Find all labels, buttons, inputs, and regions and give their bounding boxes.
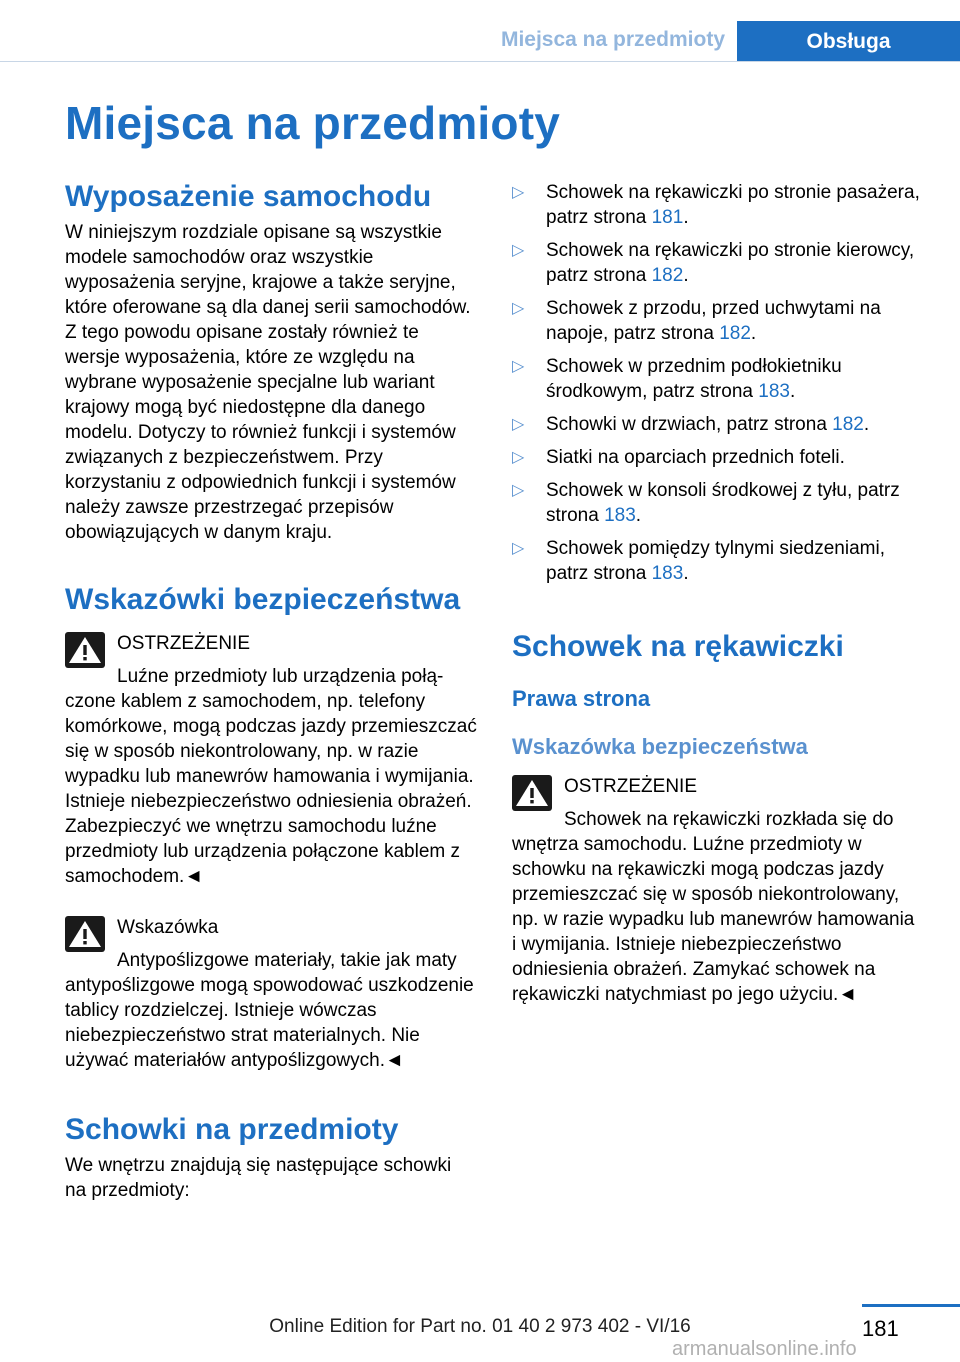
list-marker-icon: ▷ xyxy=(512,242,525,259)
page-title: Miejsca na przedmioty xyxy=(65,97,561,149)
list-marker-icon: ▷ xyxy=(512,540,525,557)
footer-edition: Online Edition for Part no. 01 40 2 973 402 - VI/16 xyxy=(269,1316,691,1337)
warning-block-loose-items xyxy=(65,631,477,889)
storage-intro-text: We wnętrzu znajdują się następujące schowki na przedmioty: xyxy=(65,1155,452,1201)
warning-text: czone kablem z samochodem, np. telefony komórkowe, mogą podczas jazdy przemieszczać się w sposób niekontrolowany, np. w razie wypadku lub manewrów hamowania i wymijania. Istnieje niebezpieczeństwo odniesienia obrażeń. Zabezpieczyć we wnętrzu samochodu luźne przedmioty lub urządzenia połączone kablem z samochodem.◄ xyxy=(65,691,477,887)
page-link[interactable]: 181 xyxy=(651,207,684,228)
header-chapter-tab: Obsługa xyxy=(737,21,960,61)
section-title-storage: Schowki na przedmioty xyxy=(65,1113,399,1146)
warning-triangle-icon xyxy=(65,632,105,668)
warning-block-glovebox xyxy=(512,774,922,1007)
subsection-title-right-side: Prawa strona xyxy=(512,686,651,711)
list-marker-icon: ▷ xyxy=(512,482,525,499)
list-marker-icon: ▷ xyxy=(512,416,525,433)
page-link[interactable]: 182 xyxy=(719,323,751,344)
section-title-safety: Wskazówki bezpieczeństwa xyxy=(65,583,461,616)
list-item: ▷ Schowek na rękawiczki po stronie kierowcy, patrz strona 182. xyxy=(512,240,915,286)
header-section-title: Miejsca na przedmioty xyxy=(500,28,726,51)
page-number: 181 xyxy=(862,1316,899,1341)
warning-triangle-icon xyxy=(512,775,552,811)
note-block-antislip xyxy=(65,915,477,1073)
warning-text: wnętrza samochodu. Luźne przedmioty w schowku na rękawiczki mogą podczas jazdy przemieszczać się w sposób niekontrolowany, np. w razie wypadku lub manewrów hamowania i wymijania. Istnieje niebezpieczeństwo odniesienia obrażeń. Zamykać schowek na rękawiczki natychmiast po jego użyciu.◄ xyxy=(512,834,915,1005)
list-item: ▷ Schowki w drzwiach, patrz strona 182. xyxy=(512,414,870,435)
note-first-line: Antypoślizgowe materiały, takie jak maty xyxy=(117,950,457,971)
list-marker-icon: ▷ xyxy=(512,300,525,317)
footer-watermark: armanualsonline.info xyxy=(672,1338,857,1360)
note-text: antypoślizgowe mogą spowodować uszkodzenie tablicy rozdzielczej. Istnieje wówczas niebezpieczeństwo strat materialnych. Nie używać materiałów antypoślizgowych.◄ xyxy=(65,975,474,1071)
equipment-text: W niniejszym rozdziale opisane są wszystkie modele samochodów oraz wszystkie wyposażenia seryjne, krajowe a także seryjne, które oferowane są dla danej serii samochodów. Z tego powodu opisane zostały również te wersje wyposażenia, które ze względu na wybrane wyposażenie specjalne lub wariant krajowy mogą być niedostępne dla danego modelu. Dotyczy to również funkcji i systemów związanych z bezpieczeństwem. Przy korzystaniu z odpowiednich funkcji i systemów należy zawsze przestrzegać przepisów obowiązujących w danym kraju. xyxy=(65,222,471,543)
note-heading: Wskazówka xyxy=(117,917,219,938)
page-link[interactable]: 183 xyxy=(758,381,790,402)
page-link[interactable]: 182 xyxy=(651,265,684,286)
subsection-title-safety-note: Wskazówka bezpieczeństwa xyxy=(512,734,808,759)
list-item: ▷ Schowek pomiędzy tylnymi siedzeniami, patrz strona 183. xyxy=(512,538,885,584)
warning-first-line: Schowek na rękawiczki rozkłada się do xyxy=(564,809,894,830)
section-title-equipment: Wyposażenie samochodu xyxy=(65,180,432,213)
footer-rule xyxy=(862,1304,960,1307)
list-marker-icon: ▷ xyxy=(512,184,525,201)
right-column xyxy=(512,180,922,1007)
list-marker-icon: ▷ xyxy=(512,449,525,466)
list-item: ▷ Schowek z przodu, przed uchwytami na napoje, patrz strona 182. xyxy=(512,298,881,344)
list-item: ▷ Siatki na oparciach przednich foteli. xyxy=(512,447,845,468)
warning-heading: OSTRZEŻENIE xyxy=(117,633,251,654)
list-item: ▷ Schowek w konsoli środkowej z tyłu, patrz strona 183. xyxy=(512,480,900,526)
storage-list xyxy=(512,180,922,586)
section-title-glovebox: Schowek na rękawiczki xyxy=(512,630,844,663)
warning-heading: OSTRZEŻENIE xyxy=(564,776,698,797)
list-item: ▷ Schowek w przednim podłokietniku środkowym, patrz strona 183. xyxy=(512,356,842,402)
page-link[interactable]: 183 xyxy=(651,563,684,584)
warning-triangle-icon xyxy=(65,916,105,952)
page-link[interactable]: 183 xyxy=(604,505,636,526)
left-column xyxy=(65,180,477,1203)
page-link[interactable]: 182 xyxy=(832,414,864,435)
header-rule xyxy=(0,61,960,62)
list-marker-icon: ▷ xyxy=(512,358,525,375)
list-item: ▷ Schowek na rękawiczki po stronie pasażera, patrz strona 181. xyxy=(512,182,920,228)
warning-first-line: Luźne przedmioty lub urządzenia połą- xyxy=(117,666,444,687)
